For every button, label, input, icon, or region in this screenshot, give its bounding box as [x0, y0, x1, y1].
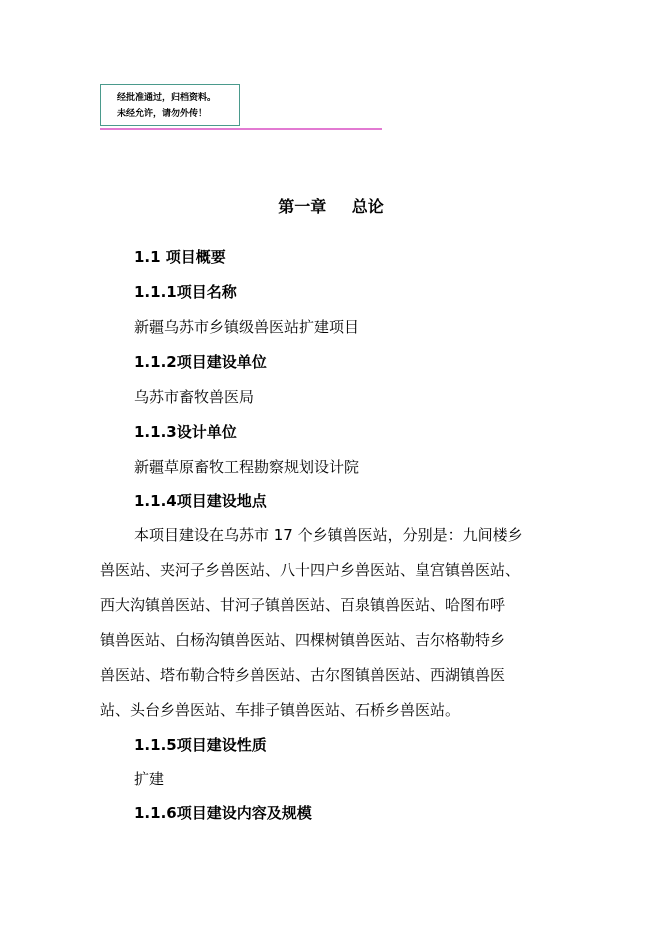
- location-paragraph-line: 镇兽医站、白杨沟镇兽医站、四棵树镇兽医站、吉尔格勒特乡: [100, 631, 506, 649]
- approval-stamp: [100, 84, 240, 126]
- construction-nature-text: 扩建: [134, 770, 165, 788]
- section-heading-1-1-6: 1.1.6项目建设内容及规模: [134, 804, 312, 822]
- chapter-number: 第一章: [278, 197, 327, 216]
- header-divider: [100, 128, 382, 130]
- chapter-name: 总论: [351, 197, 384, 216]
- construction-unit-text: 乌苏市畜牧兽医局: [134, 388, 255, 406]
- location-paragraph-line: 兽医站、塔布勒合特乡兽医站、古尔图镇兽医站、西湖镇兽医: [100, 666, 506, 684]
- location-paragraph-line: 站、头台乡兽医站、车排子镇兽医站、石桥乡兽医站。: [100, 701, 461, 719]
- location-paragraph-line: 本项目建设在乌苏市 17 个乡镇兽医站，分别是：九间楼乡: [134, 526, 523, 544]
- design-unit-text: 新疆草原畜牧工程勘察规划设计院: [134, 458, 360, 476]
- section-heading-1-1: 1.1 项目概要: [134, 248, 226, 266]
- section-heading-1-1-2: 1.1.2项目建设单位: [134, 353, 267, 371]
- stamp-line-2: 未经允许，请勿外传！: [117, 109, 208, 119]
- location-paragraph-line: 西大沟镇兽医站、甘河子镇兽医站、百泉镇兽医站、哈图布呼: [100, 596, 506, 614]
- project-name-text: 新疆乌苏市乡镇级兽医站扩建项目: [134, 318, 360, 336]
- location-paragraph-line: 兽医站、夹河子乡兽医站、八十四户乡兽医站、皇宫镇兽医站、: [100, 561, 521, 579]
- section-heading-1-1-4: 1.1.4项目建设地点: [134, 492, 267, 510]
- section-heading-1-1-3: 1.1.3设计单位: [134, 423, 237, 441]
- chapter-title: [0, 194, 662, 217]
- section-heading-1-1-1: 1.1.1项目名称: [134, 283, 237, 301]
- stamp-line-1: 经批准通过，归档资料。: [117, 93, 217, 103]
- section-heading-1-1-5: 1.1.5项目建设性质: [134, 736, 267, 754]
